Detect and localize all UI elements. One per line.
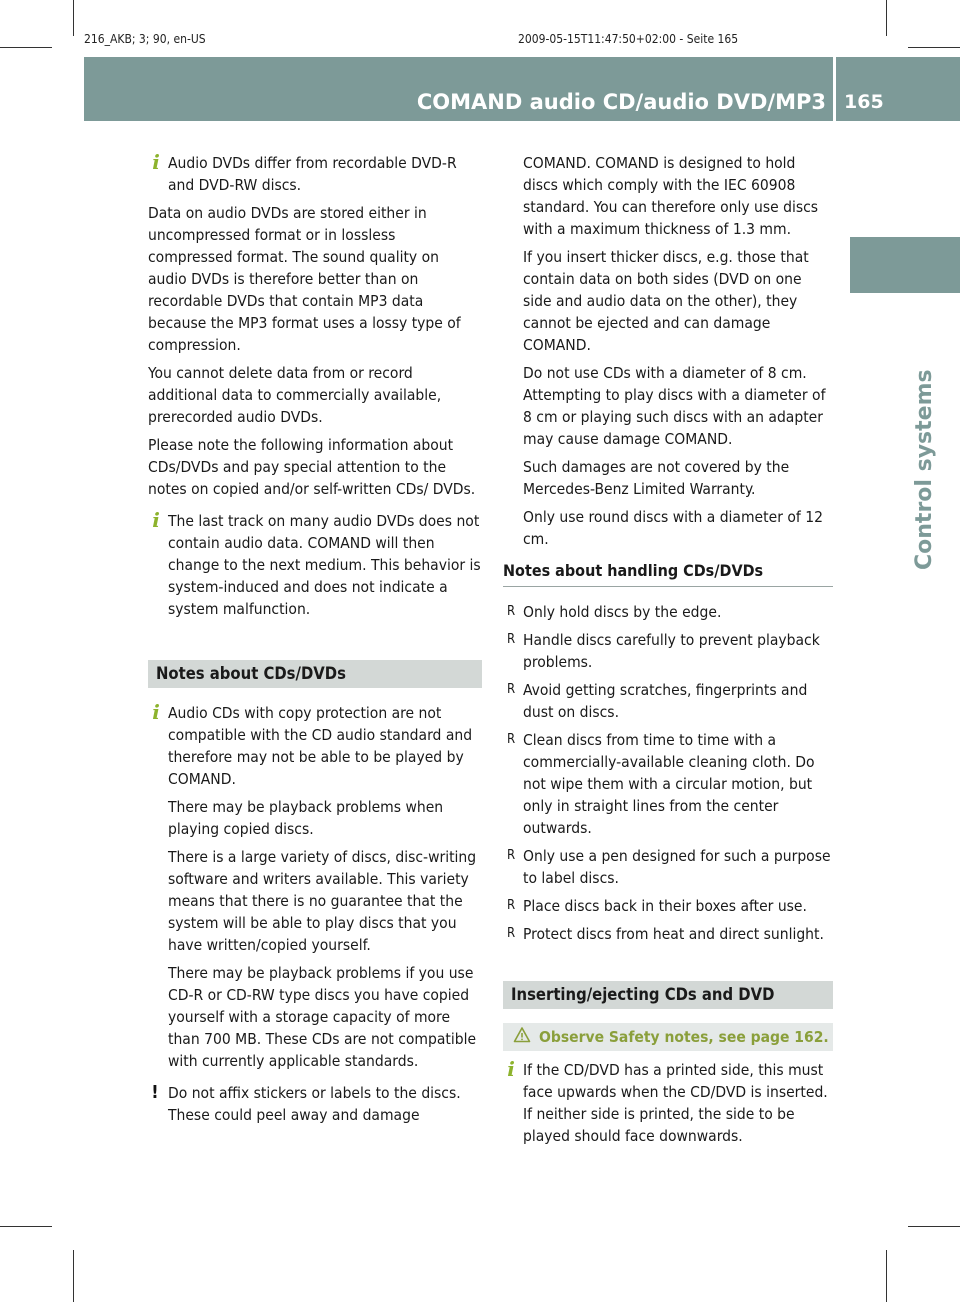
list-item: R Handle discs carefully to prevent playback problems. — [507, 631, 820, 671]
list-item: R Protect discs from heat and direct sunlight. — [507, 925, 824, 943]
paragraph: There is a large variety of discs, disc-writing software and writers available. This variety means that there is no guarantee that the system will be able to play discs that you have written/copied yourself. — [168, 848, 477, 954]
info-icon: i — [507, 1057, 515, 1081]
list-item: R Only hold discs by the edge. — [507, 603, 722, 621]
left-column — [148, 152, 482, 1132]
bullet-icon: R — [507, 926, 516, 941]
info-note: i If the CD/DVD has a printed side, this must face upwards when the CD/DVD is inserted. If neither side is printed, the side to be played should face downwards. — [503, 1059, 833, 1147]
paragraph: If you insert thicker discs, e.g. those that contain data on both sides (DVD on one side and audio data on the other), they cannot be ejected and can damage COMAND. — [523, 248, 809, 354]
section-heading: Inserting/ejecting CDs and DVD — [503, 981, 833, 1009]
paragraph: Please note the following information about CDs/DVDs and pay special attention to the notes on copied and/or self-written CDs/ DVDs. — [148, 436, 476, 498]
subheading: Notes about handling CDs/DVDs — [503, 560, 833, 587]
list-item: R Only use a pen designed for such a purpose to label discs. — [507, 847, 831, 887]
crop-mark — [0, 1226, 52, 1227]
bullet-icon: R — [507, 632, 516, 647]
paragraph: Such damages are not covered by the Mercedes-Benz Limited Warranty. — [523, 458, 790, 498]
bullet-icon: R — [507, 898, 516, 913]
side-label — [880, 310, 937, 570]
safety-note: Observe Safety notes, see page 162. — [503, 1023, 833, 1051]
crop-mark — [73, 1250, 74, 1302]
info-icon: i — [152, 150, 160, 174]
crop-mark — [908, 47, 960, 48]
crop-mark — [886, 1250, 887, 1302]
crop-mark — [73, 0, 74, 36]
warning-triangle-icon — [513, 1026, 531, 1044]
bullet-list — [503, 601, 833, 945]
info-icon: i — [152, 700, 160, 724]
side-label-text: Control systems — [912, 369, 937, 570]
right-column — [503, 152, 833, 1153]
crop-mark — [0, 47, 52, 48]
side-tab — [850, 237, 960, 293]
list-item: R Avoid getting scratches, fingerprints and dust on discs. — [507, 681, 808, 721]
bullet-icon: R — [507, 604, 516, 619]
list-item: R Place discs back in their boxes after use. — [507, 897, 807, 915]
print-meta-left: 216_AKB; 3; 90, en-US — [84, 32, 206, 46]
warning-note: ! Do not affix stickers or labels to the discs. These could peel away and damage — [148, 1082, 482, 1126]
paragraph: Data on audio DVDs are stored either in uncompressed format or in lossless compressed format. The sound quality on audio DVDs is therefore better than on recordable DVDs that contain MP3 data because the MP3 format uses a lossy type of compression. — [148, 204, 461, 354]
bullet-icon: R — [507, 732, 516, 747]
paragraph: Only use round discs with a diameter of 12 cm. — [523, 508, 823, 548]
paragraph: There may be playback problems when playing copied discs. — [168, 798, 444, 838]
crop-mark — [908, 1226, 960, 1227]
crop-mark — [886, 0, 887, 36]
paragraph: You cannot delete data from or record additional data to commercially available, prerecorded audio DVDs. — [148, 364, 442, 426]
paragraph: Do not use CDs with a diameter of 8 cm. Attempting to play discs with a diameter of 8 cm or playing such discs with an adapter may cause damage COMAND. — [523, 364, 826, 448]
exclamation-icon: ! — [151, 1082, 159, 1103]
page-number: 165 — [844, 91, 884, 113]
paragraph: COMAND. COMAND is designed to hold discs which comply with the IEC 60908 standard. You can therefore only use discs with a maximum thickness of 1.3 mm. — [523, 154, 819, 238]
print-meta-right: 2009-05-15T11:47:50+02:00 - Seite 165 — [518, 32, 739, 46]
info-icon: i — [152, 508, 160, 532]
info-note: i The last track on many audio DVDs does not contain audio data. COMAND will then change to the next medium. This behavior is system-induced and does not indicate a system malfunction. — [148, 510, 482, 620]
page-title: COMAND audio CD/audio DVD/MP3 — [416, 90, 826, 114]
list-item: R Clean discs from time to time with a commercially-available cleaning cloth. Do not wipe them with a circular motion, but only in straight lines from the center outwards. — [507, 731, 815, 837]
info-note: i Audio CDs with copy protection are not compatible with the CD audio standard and therefore may not be able to be played by COMAND. — [148, 702, 482, 790]
bullet-icon: R — [507, 848, 516, 863]
bullet-icon: R — [507, 682, 516, 697]
section-heading: Notes about CDs/DVDs — [148, 660, 482, 688]
info-note: i Audio DVDs differ from recordable DVD-R and DVD-RW discs. — [148, 152, 482, 196]
paragraph: There may be playback problems if you use CD-R or CD-RW type discs you have copied yourself with a storage capacity of more than 700 MB. These CDs are not compatible with currently applicable standards. — [168, 964, 477, 1070]
header-separator — [833, 57, 836, 121]
